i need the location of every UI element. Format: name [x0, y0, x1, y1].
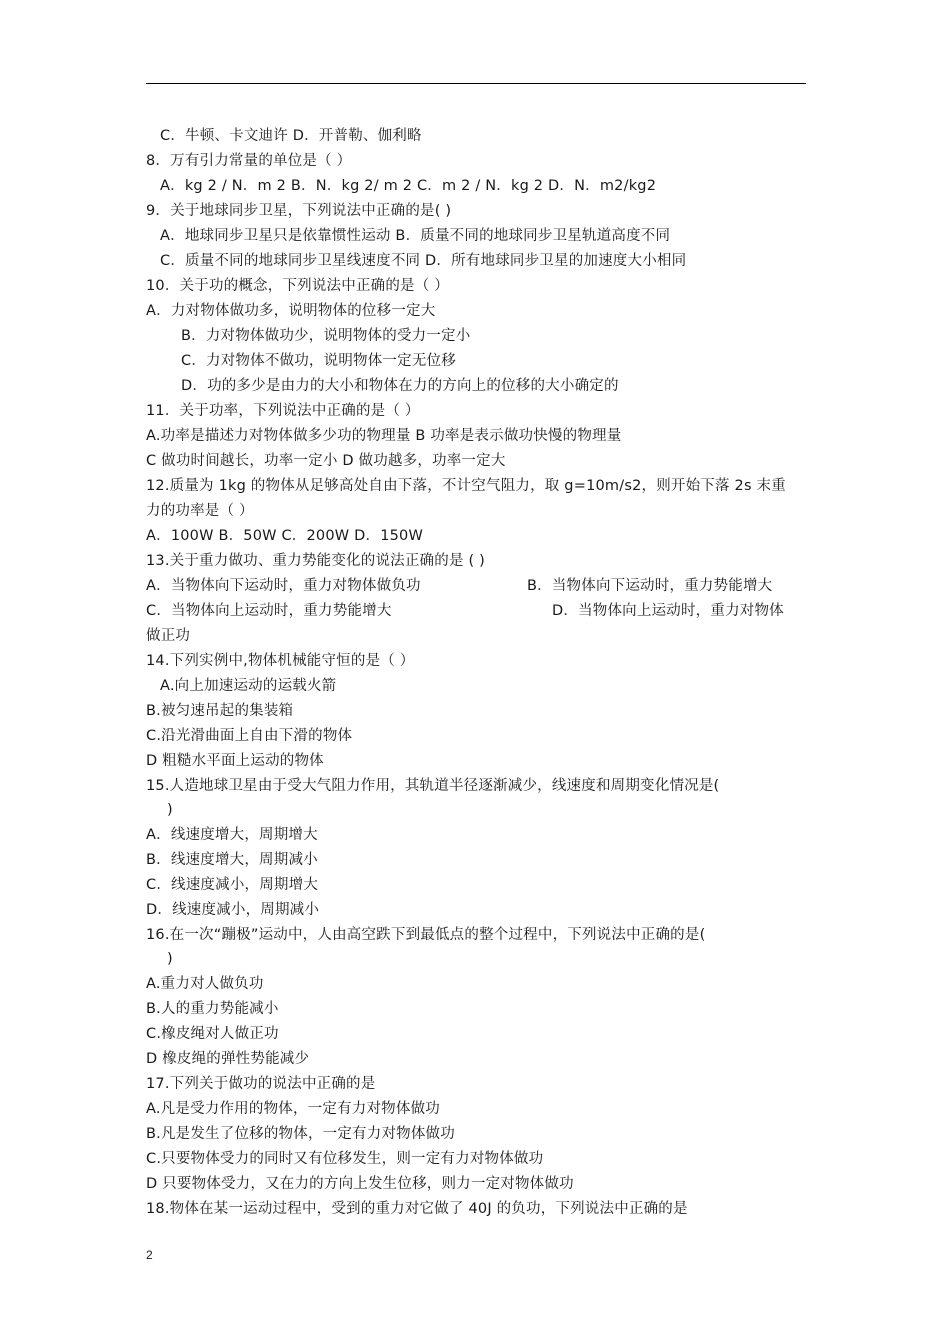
- text-line: 16.在一次“蹦极”运动中，人由高空跌下到最低点的整个过程中，下列说法中正确的是(: [146, 927, 706, 943]
- text-line: C．线速度减小，周期增大: [146, 877, 319, 893]
- text-line: A．线速度增大，周期增大: [146, 827, 318, 843]
- text-line: 10．关于功的概念，下列说法中正确的是（ ）: [146, 278, 449, 294]
- text-line: 13.关于重力做功、重力势能变化的说法正确的是 ( ): [146, 553, 485, 569]
- text-line: D 只要物体受力，又在力的方向上发生位移，则力一定对物体做功: [146, 1176, 574, 1192]
- text-line: 做正功: [146, 628, 191, 644]
- text-line: B.凡是发生了位移的物体，一定有力对物体做功: [146, 1126, 455, 1142]
- text-line: 力的功率是（ ）: [146, 503, 254, 519]
- text-line: C.沿光滑曲面上自由下滑的物体: [146, 728, 353, 744]
- text-line: C.橡皮绳对人做正功: [146, 1026, 279, 1042]
- text-line: ): [167, 802, 173, 818]
- text-line: B.人的重力势能减小: [146, 1001, 279, 1017]
- text-line: 18.物体在某一运动过程中，受到的重力对它做了 40J 的负功，下列说法中正确的是: [146, 1201, 688, 1217]
- text-line: C．当物体向上运动时，重力势能增大: [146, 603, 392, 619]
- text-line: 15.人造地球卫星由于受大气阻力作用，其轨道半径逐渐减少，线速度和周期变化情况是(: [146, 778, 720, 794]
- text-line: 17.下列关于做功的说法中正确的是: [146, 1076, 376, 1092]
- text-line: 12.质量为 1kg 的物体从足够高处自由下落，不计空气阻力，取 g=10m/s2，则开始下落 2s 末重: [146, 478, 786, 494]
- text-line: C.只要物体受力的同时又有位移发生，则一定有力对物体做功: [146, 1151, 544, 1167]
- text-line: A.功率是描述力对物体做多少功的物理量 B 功率是表示做功快慢的物理量: [146, 428, 622, 444]
- text-line: D 粗糙水平面上运动的物体: [146, 753, 324, 769]
- text-line: A．100W B．50W C．200W D．150W: [146, 528, 424, 544]
- text-line: D．当物体向上运动时，重力对物体: [552, 603, 784, 619]
- text-line: D．线速度减小，周期减小: [146, 902, 320, 918]
- text-line: A．地球同步卫星只是依靠惯性运动 B．质量不同的地球同步卫星轨道高度不同: [160, 228, 671, 244]
- header-rule: [146, 83, 806, 84]
- text-line: A.向上加速运动的运载火箭: [160, 678, 337, 694]
- text-line: B．当物体向下运动时，重力势能增大: [527, 578, 773, 594]
- text-line: C．质量不同的地球同步卫星线速度不同 D．所有地球同步卫星的加速度大小相同: [160, 253, 687, 269]
- text-line: A．力对物体做功多，说明物体的位移一定大: [146, 303, 436, 319]
- text-line: A.凡是受力作用的物体，一定有力对物体做功: [146, 1101, 440, 1117]
- text-line: 9．关于地球同步卫星，下列说法中正确的是( ): [146, 203, 452, 219]
- text-line: C．牛顿、卡文迪许 D．开普勒、伽利略: [160, 128, 422, 144]
- text-line: C 做功时间越长，功率一定小 D 做功越多，功率一定大: [146, 453, 506, 469]
- text-line: 8．万有引力常量的单位是（ ）: [146, 153, 352, 169]
- text-line: B．力对物体做功少，说明物体的受力一定小: [181, 328, 471, 344]
- text-line: A．kg 2 / N．m 2 B．N．kg 2/ m 2 C．m 2 / N．kg 2 D．N．m2/kg2: [160, 178, 657, 194]
- text-line: ): [167, 951, 173, 967]
- text-line: A.重力对人做负功: [146, 976, 264, 992]
- text-line: D 橡皮绳的弹性势能减少: [146, 1051, 310, 1067]
- text-line: D．功的多少是由力的大小和物体在力的方向上的位移的大小确定的: [181, 378, 619, 394]
- page-number: 2: [146, 1248, 153, 1262]
- text-line: C．力对物体不做功，说明物体一定无位移: [181, 353, 456, 369]
- text-line: 14.下列实例中,物体机械能守恒的是（ ）: [146, 653, 415, 669]
- text-line: B.被匀速吊起的集装箱: [146, 703, 294, 719]
- text-line: A．当物体向下运动时，重力对物体做负功: [146, 578, 421, 594]
- text-line: 11．关于功率，下列说法中正确的是（ ）: [146, 403, 420, 419]
- text-line: B．线速度增大，周期减小: [146, 852, 318, 868]
